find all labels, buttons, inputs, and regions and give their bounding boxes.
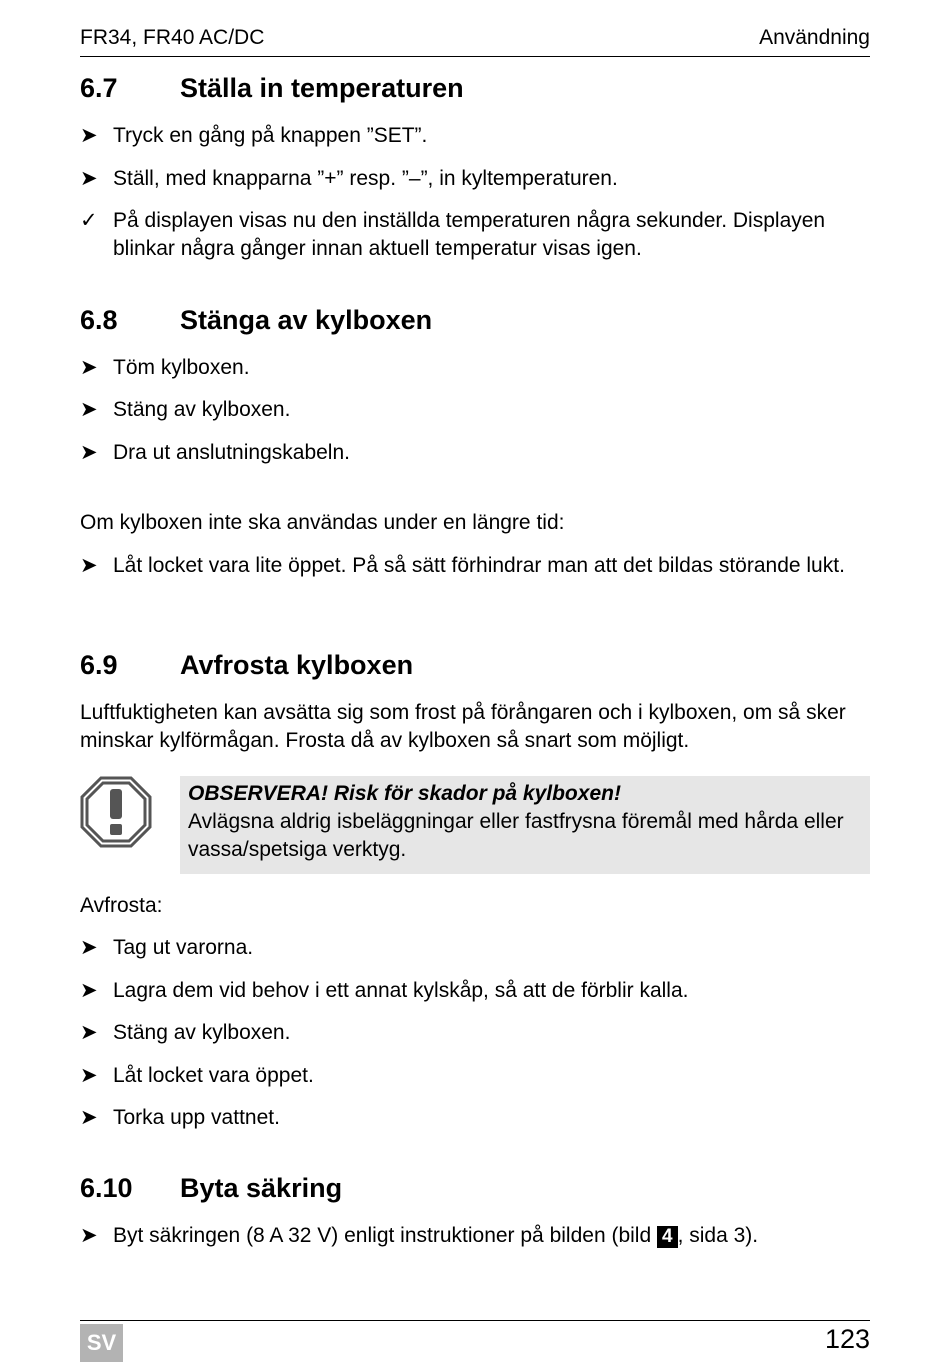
result-item (80, 207, 870, 263)
list-item-text: Stäng av kylboxen. (113, 1021, 291, 1044)
list-item (80, 1222, 870, 1250)
step-text-before: Byt säkringen (8 A 32 V) enligt instruktioner på bilden (bild (113, 1224, 657, 1247)
section-heading-6-7 (80, 73, 464, 104)
arrow-bullet-icon: ➤ (80, 167, 98, 190)
list-item (80, 396, 870, 424)
list-item-text: Stäng av kylboxen. (113, 398, 291, 421)
list-item-text (113, 1222, 870, 1250)
arrow-bullet-icon: ➤ (80, 1106, 98, 1129)
arrow-bullet-icon: ➤ (80, 441, 98, 464)
language-badge: SV (80, 1324, 123, 1362)
section-title: Ställa in temperaturen (180, 73, 464, 103)
arrow-bullet-icon: ➤ (80, 554, 98, 577)
document-page (80, 0, 870, 1365)
arrow-bullet-icon: ➤ (80, 979, 98, 1002)
list-item (80, 934, 870, 962)
list-item (80, 354, 870, 382)
section-number: 6.8 (80, 305, 118, 335)
page-number: 123 (824, 1324, 870, 1354)
section-number: 6.10 (80, 1173, 133, 1203)
list-item (80, 977, 870, 1005)
arrow-bullet-icon: ➤ (80, 356, 98, 379)
page-header (80, 26, 870, 57)
list-item-text: Tag ut varorna. (113, 936, 254, 959)
figure-reference: 4 (657, 1226, 678, 1248)
arrow-bullet-icon: ➤ (80, 1224, 98, 1247)
arrow-bullet-icon: ➤ (80, 1064, 98, 1087)
list-item (80, 1062, 870, 1090)
section-number: 6.9 (80, 650, 118, 680)
warning-title: OBSERVERA! Risk för skador på kylboxen! (188, 782, 621, 805)
section-heading-6-10 (80, 1173, 342, 1204)
check-icon: ✓ (80, 209, 98, 232)
list-item-text: Lagra dem vid behov i ett annat kylskåp, så att de förblir kalla. (113, 979, 689, 1002)
section-title: Byta säkring (180, 1173, 343, 1203)
section-heading-6-9 (80, 650, 413, 681)
warning-icon (80, 776, 152, 848)
section-heading-6-8 (80, 305, 432, 336)
arrow-bullet-icon: ➤ (80, 1021, 98, 1044)
paragraph: Luftfuktigheten kan avsätta sig som frost på förångaren och i kylboxen, om så sker minskar kylförmågan. Frosta då av kylboxen så snart som möjligt. (80, 701, 846, 752)
section-title: Avfrosta kylboxen (180, 650, 414, 680)
arrow-bullet-icon: ➤ (80, 936, 98, 959)
list-item (80, 1104, 870, 1132)
warning-box (180, 776, 870, 874)
list-item-text: Dra ut anslutningskabeln. (113, 441, 350, 464)
header-product: FR34, FR40 AC/DC (80, 26, 265, 49)
list-item (80, 165, 870, 193)
list-item (80, 1019, 870, 1047)
arrow-bullet-icon: ➤ (80, 398, 98, 421)
list-item-text: Tryck en gång på knappen ”SET”. (113, 124, 428, 147)
paragraph: Avfrosta: (80, 894, 163, 917)
list-item-text: Ställ, med knapparna ”+” resp. ”–”, in kyltemperaturen. (113, 167, 618, 190)
section-title: Stänga av kylboxen (180, 305, 433, 335)
header-chapter: Användning (759, 26, 870, 49)
step-text-after: , sida 3). (677, 1224, 759, 1247)
paragraph: Om kylboxen inte ska användas under en längre tid: (80, 511, 565, 534)
footer-divider (80, 1320, 870, 1321)
list-item-text: Torka upp vattnet. (113, 1106, 280, 1129)
arrow-bullet-icon: ➤ (80, 124, 98, 147)
list-item-text: Låt locket vara lite öppet. På så sätt förhindrar man att det bildas störande lukt. (113, 554, 845, 577)
section-number: 6.7 (80, 73, 118, 103)
list-item-text: Låt locket vara öppet. (113, 1064, 314, 1087)
list-item (80, 552, 870, 580)
list-item (80, 439, 870, 467)
result-text: På displayen visas nu den inställda temperaturen några sekunder. Displayen blinkar några gånger innan aktuell temperatur visas igen. (113, 209, 826, 260)
list-item (80, 122, 870, 150)
warning-text: Avlägsna aldrig isbeläggningar eller fastfrysna föremål med hårda eller vassa/spetsiga verktyg. (188, 810, 844, 861)
list-item-text: Töm kylboxen. (113, 356, 250, 379)
